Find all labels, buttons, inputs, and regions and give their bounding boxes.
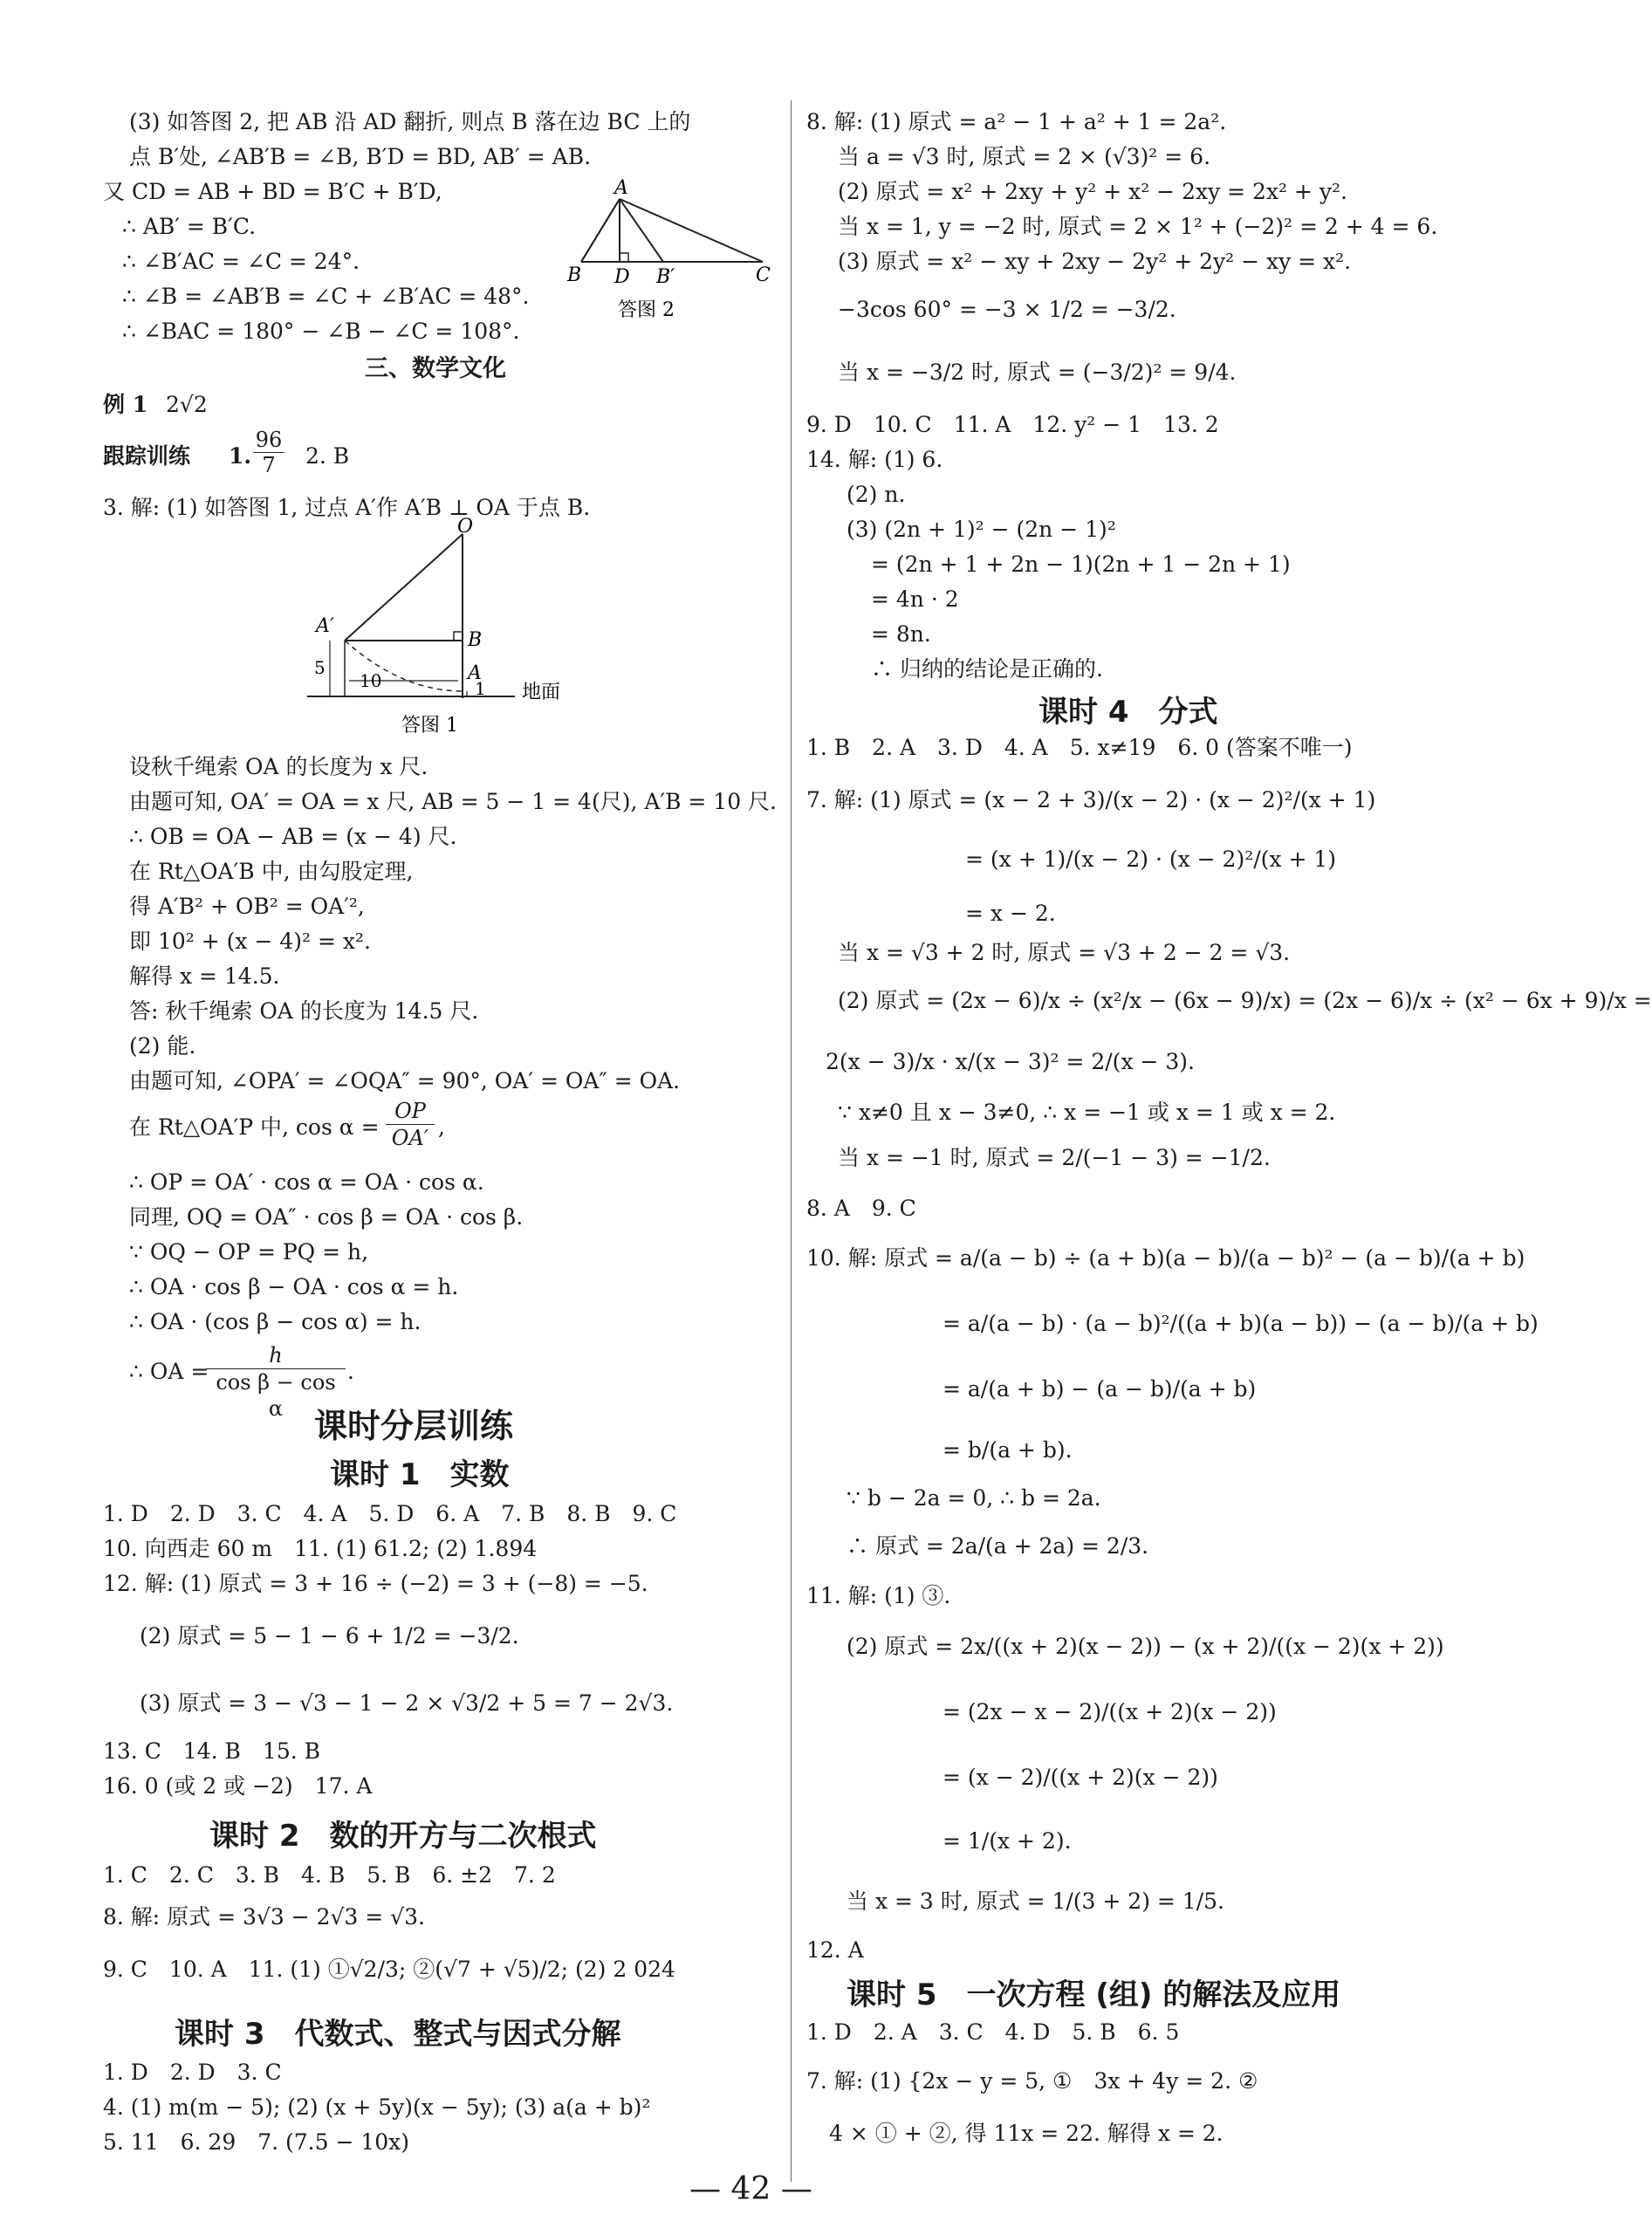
answer-row: 10. 向西走 60 m 11. (1) 61.2; (2) 1.894 (103, 1536, 538, 1561)
numerator: OP (386, 1098, 435, 1125)
answer-row: 13. C 14. B 15. B (103, 1738, 320, 1764)
lesson-title: 课时 2 数的开方与二次根式 (209, 1819, 597, 1854)
text-line: 得 A′B² + OB² = OA′², (129, 894, 365, 919)
point-label: C (756, 264, 771, 286)
text-line: (3) (2n + 1)² − (2n − 1)² (847, 517, 1116, 542)
figure-1-swing (288, 516, 602, 742)
answer-row: 4. (1) m(m − 5); (2) (x + 5y)(x − 5y); (3) a(a + b)² (103, 2094, 651, 2120)
numerator: 96 (253, 428, 284, 453)
text-line: 即 10² + (x − 4)² = x². (129, 929, 371, 954)
answer-row: 8. A 9. C (806, 1196, 916, 1221)
text-line: 由题可知, OA′ = OA = x 尺, AB = 5 − 1 = 4(尺), A′B = 10 尺. (129, 789, 778, 814)
answer-row: 1. C 2. C 3. B 4. B 5. B 6. ±2 7. 2 (103, 1862, 556, 1888)
lesson-title: 课时 1 实数 (330, 1457, 510, 1492)
punct: , (438, 1114, 445, 1140)
page-number: — 42 — (689, 2171, 812, 2207)
ground-label: 地面 (522, 682, 561, 703)
text-line: ∵ b − 2a = 0, ∴ b = 2a. (847, 1485, 1101, 1511)
text-line: 7. 解: (1) 原式 = (x − 2 + 3)/(x − 2) · (x − 2)²/(x + 1) (806, 787, 1376, 812)
figure-2-triangle (548, 175, 775, 327)
text-line: (2) n. (847, 482, 906, 507)
section-title: 三、数学文化 (365, 355, 506, 382)
point-label: A′ (316, 615, 334, 637)
text-line: 2(x − 3)/x · x/(x − 3)² = 2/(x − 3). (826, 1049, 1195, 1074)
text-line: 当 a = √3 时, 原式 = 2 × (√3)² = 6. (838, 144, 1211, 169)
point-label: D (614, 266, 630, 288)
denominator: cos β − cos α (216, 1370, 336, 1421)
text-line: ∴ OA · cos β − OA · cos α = h. (129, 1274, 459, 1299)
text-line: 当 x = √3 + 2 时, 原式 = √3 + 2 − 2 = √3. (838, 940, 1291, 965)
point-label: B (567, 264, 582, 286)
text-line: (3) 原式 = x² − xy + 2xy − 2y² + 2y² − xy = x². (838, 249, 1352, 274)
measure-label: 5 (314, 657, 326, 678)
answer-row: 1. D 2. D 3. C (103, 2060, 282, 2085)
measure-label: 1 (475, 678, 486, 699)
answer-row: 12. A (806, 1937, 864, 1963)
answer-row: 1. D 2. D 3. C 4. A 5. D 6. A 7. B 8. B 9. C (103, 1501, 677, 1526)
text-line: 14. 解: (1) 6. (806, 447, 943, 472)
text-line: ∵ x≠0 且 x − 3≠0, ∴ x = −1 或 x = 1 或 x = 2. (838, 1100, 1336, 1125)
text-line: = a/(a − b) · (a − b)²/((a + b)(a − b)) − (a − b)/(a + b) (943, 1311, 1539, 1336)
text-line: 4 × ① + ②, 得 11x = 22. 解得 x = 2. (829, 2121, 1224, 2146)
text-line: ∴ ∠B = ∠AB′B = ∠C + ∠B′AC = 48°. (122, 284, 530, 309)
text-line: 在 Rt△OA′P 中, cos α = (129, 1114, 380, 1140)
text-line: (2) 原式 = (2x − 6)/x ÷ (x²/x − (6x − 9)/x) = (2x − 6)/x ÷ (x² − 6x + 9)/x = (838, 988, 1652, 1013)
answer-number: 1. (229, 443, 252, 469)
text-line: 11. 解: (1) ③. (806, 1583, 951, 1608)
text-line: 10. 解: 原式 = a/(a − b) ÷ (a + b)(a − b)/(a − b)² − (a − b)/(a + b) (806, 1245, 1525, 1271)
answer-row: 16. 0 (或 2 或 −2) 17. A (103, 1773, 373, 1799)
denominator: OA′ (391, 1126, 429, 1150)
point-label: B (468, 629, 483, 651)
text-line: 又 CD = AB + BD = B′C + B′D, (103, 179, 442, 204)
page-title: 课时分层训练 (314, 1407, 514, 1445)
text-line: 答: 秋千绳索 OA 的长度为 14.5 尺. (129, 998, 479, 1024)
fraction (253, 428, 284, 477)
answer-row: 1. D 2. A 3. C 4. D 5. B 6. 5 (806, 2019, 1180, 2045)
text-line: ∴ OA · (cos β − cos α) = h. (129, 1309, 422, 1334)
text-line: 8. 解: (1) 原式 = a² − 1 + a² + 1 = 2a². (806, 109, 1227, 134)
text-line: 由题可知, ∠OPA′ = ∠OQA″ = 90°, OA′ = OA″ = OA. (129, 1068, 681, 1093)
text-line: 点 B′处, ∠AB′B = ∠B, B′D = BD, AB′ = AB. (129, 144, 592, 169)
lesson-title: 课时 5 一次方程 (组) 的解法及应用 (847, 1978, 1341, 2012)
example-label: 例 1 (103, 392, 148, 417)
text-line: 当 x = −3/2 时, 原式 = (−3/2)² = 9/4. (838, 360, 1237, 385)
answer-row: 1. B 2. A 3. D 4. A 5. x≠19 6. 0 (答案不唯一) (806, 735, 1353, 760)
text-line: (2) 能. (129, 1033, 196, 1059)
answer-row: 5. 11 6. 29 7. (7.5 − 10x) (103, 2129, 410, 2155)
text-line: (2) 原式 = x² + 2xy + y² + x² − 2xy = 2x² + y². (838, 179, 1348, 204)
text-line: 解得 x = 14.5. (129, 963, 280, 989)
point-label: B′ (656, 266, 675, 288)
point-label: A (614, 177, 628, 199)
text-line: 当 x = 1, y = −2 时, 原式 = 2 × 1² + (−2)² = 2 + 4 = 6. (838, 214, 1438, 239)
text-line: 设秋千绳索 OA 的长度为 x 尺. (129, 754, 428, 779)
text-line: ∴ ∠BAC = 180° − ∠B − ∠C = 108°. (122, 319, 520, 344)
answer-row: 8. 解: 原式 = 3√3 − 2√3 = √3. (103, 1904, 425, 1930)
column-divider (791, 100, 792, 2182)
text-line: ∴ OA = (129, 1359, 209, 1384)
text-line: = (2n + 1 + 2n − 1)(2n + 1 − 2n + 1) (871, 552, 1291, 577)
track-label: 跟踪训练 (103, 443, 191, 469)
text-line: ∴ ∠B′AC = ∠C = 24°. (122, 249, 360, 274)
answer-row: (3) 原式 = 3 − √3 − 1 − 2 × √3/2 + 5 = 7 − 2√3. (140, 1690, 674, 1716)
text-line: = 8n. (871, 621, 931, 647)
text-line: ∴ OP = OA′ · cos α = OA · cos α. (129, 1169, 484, 1195)
fraction (386, 1098, 435, 1151)
text-line: = 4n · 2 (871, 586, 959, 612)
denominator: 7 (262, 453, 276, 477)
answer-row: 9. C 10. A 11. (1) ①√2/3; ②(√7 + √5)/2; (2) 2 024 (103, 1957, 675, 1982)
numerator: h (206, 1342, 346, 1369)
text-line: 3. 解: (1) 如答图 1, 过点 A′作 A′B ⊥ OA 于点 B. (103, 495, 591, 520)
text-line: = (x − 2)/((x + 2)(x − 2)) (943, 1765, 1218, 1790)
text-line: 7. 解: (1) {2x − y = 5, ① 3x + 4y = 2. ② (806, 2068, 1258, 2094)
text-line: ∴ 原式 = 2a/(a + 2a) = 2/3. (847, 1533, 1149, 1559)
answer: 2. B (305, 443, 350, 469)
measure-label: 10 (360, 670, 382, 691)
text-line: = (x + 1)/(x − 2) · (x − 2)²/(x + 1) (965, 847, 1337, 872)
text-line: (3) 如答图 2, 把 AB 沿 AD 翻折, 则点 B 落在边 BC 上的 (129, 109, 691, 134)
text-line: 当 x = 3 时, 原式 = 1/(3 + 2) = 1/5. (847, 1889, 1224, 1914)
example-answer: 2√2 (166, 392, 208, 417)
text-line: = 1/(x + 2). (943, 1828, 1072, 1854)
text-line: −3cos 60° = −3 × 1/2 = −3/2. (838, 297, 1176, 322)
text-line: 当 x = −1 时, 原式 = 2/(−1 − 3) = −1/2. (838, 1145, 1271, 1170)
text-line: = b/(a + b). (943, 1437, 1073, 1463)
text-line: (2) 原式 = 2x/((x + 2)(x − 2)) − (x + 2)/((x − 2)(x + 2)) (847, 1634, 1444, 1659)
text-line: ∵ OQ − OP = PQ = h, (129, 1239, 369, 1265)
answer-row: 12. 解: (1) 原式 = 3 + 16 ÷ (−2) = 3 + (−8) = −5. (103, 1571, 648, 1596)
point-label: O (457, 516, 474, 538)
text-line: = a/(a + b) − (a − b)/(a + b) (943, 1376, 1257, 1402)
text-line: = x − 2. (965, 901, 1056, 926)
text-line: = (2x − x − 2)/((x + 2)(x − 2)) (943, 1699, 1277, 1724)
text-line: 同理, OQ = OA″ · cos β = OA · cos β. (129, 1204, 524, 1230)
text-line: 9. D 10. C 11. A 12. y² − 1 13. 2 (806, 412, 1219, 437)
answer-row: (2) 原式 = 5 − 1 − 6 + 1/2 = −3/2. (140, 1623, 519, 1649)
figure-caption: 答图 2 (618, 299, 675, 321)
lesson-title: 课时 4 分式 (1038, 695, 1218, 730)
text-line: ∴ 归纳的结论是正确的. (871, 656, 1103, 682)
text-line: ∴ OB = OA − AB = (x − 4) 尺. (129, 824, 457, 849)
figure-caption: 答图 1 (401, 715, 458, 737)
text-line: 在 Rt△OA′B 中, 由勾股定理, (129, 859, 414, 884)
lesson-title: 课时 3 代数式、整式与因式分解 (175, 2017, 621, 2052)
punct: . (347, 1359, 354, 1384)
text-line: ∴ AB′ = B′C. (122, 214, 257, 239)
point-label: A (468, 662, 482, 684)
